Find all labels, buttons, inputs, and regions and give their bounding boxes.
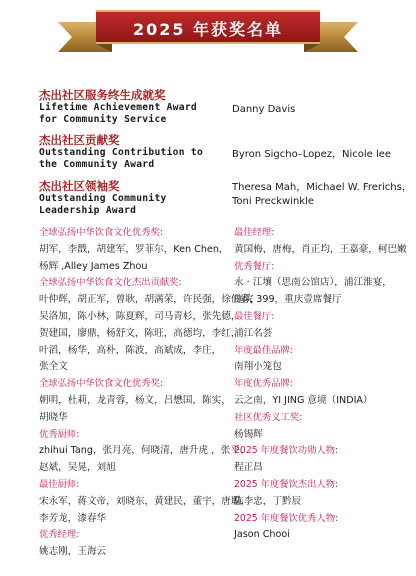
category-label: 优秀餐厅:	[234, 260, 275, 272]
recipient-names: zhihui Tang，张月亮，何晓清，唐升虎 ，张平、	[39, 445, 250, 457]
recipient-names: 永 · 江壤（思南公馆店），浦江淮宴，	[234, 277, 392, 289]
category-label: 最佳餐厅:	[234, 310, 275, 322]
award-title-en: Outstanding Contribution to	[39, 147, 204, 158]
award-recipient: Theresa Mah，Michael W. Frerichs，	[232, 182, 412, 193]
recipient-names: 叶滔，杨华，高朴，陈波，高斌成，李庄，	[39, 344, 222, 356]
page-title: 2025 年获奖名单	[132, 20, 284, 39]
award-recipient: Toni Preckwinkle	[232, 196, 315, 207]
recipient-names: Jason Chooi	[234, 529, 290, 541]
recipient-names: 张全文	[39, 361, 68, 373]
recipient-names: 云之南，YI JING 意境（INDIA）	[234, 394, 373, 406]
recipient-names: 胡军，李戬，胡建军，罗菲尔，Ken Chen，	[39, 243, 229, 255]
award-title-en: Outstanding Community	[39, 193, 167, 204]
category-label: 社区优秀义工奖:	[234, 411, 303, 423]
award-title-en: the Community Award	[39, 159, 155, 170]
recipient-names: 庭院 399，重庆壹席餐厅	[234, 294, 342, 306]
award-title-zh: 杰出社区贡献奖	[39, 133, 120, 147]
award-recipient: Danny Davis	[232, 104, 296, 115]
recipient-names: 叶仲辉，胡正军，曾耿，胡满荣，许民强，徐伯春，	[39, 294, 260, 306]
award-title-en: Leadership Award	[39, 205, 137, 216]
title-banner	[0, 0, 416, 60]
recipient-names: 杨锡辉	[234, 428, 263, 440]
recipient-names: 贺建国，廖鼎，杨舒文，陈旺，高德均，李红，	[39, 327, 241, 339]
recipient-names: 黄国梅，唐梅，肖正均，王嘉豪，柯巴嫩	[234, 243, 407, 255]
category-label: 年度最佳品牌:	[234, 344, 293, 356]
recipient-names: 姚志刚，王海云	[39, 546, 107, 558]
recipient-names: 朝明，杜莉，龙青蓉，杨文，吕懋国，陈实，	[39, 394, 231, 406]
recipient-names: 南翔小笼包	[234, 361, 282, 373]
recipient-names: 浦江名荟	[234, 327, 273, 339]
category-label: 全球弘扬中华饮食文化优秀奖:	[39, 378, 163, 390]
award-title-zh: 杰出社区服务终生成就奖	[39, 88, 166, 102]
category-label: 2025 年度餐饮功勋人物:	[234, 445, 339, 457]
recipient-names: 宋永军，蒋文帝，刘晓东，黄建民，董宇，唐聪，	[39, 495, 251, 507]
category-label: 全球弘扬中华饮食文化优秀奖:	[39, 227, 163, 238]
category-label: 优秀厨师:	[39, 428, 80, 440]
award-recipient: Byron Sigcho–Lopez，Nicole lee	[232, 149, 392, 160]
recipient-names: 胡晓华	[39, 411, 68, 423]
category-label: 优秀经理:	[39, 529, 80, 541]
recipient-names: 李芳龙，漆春华	[39, 512, 107, 524]
category-label: 年度优秀品牌:	[234, 378, 293, 390]
recipient-names: 吴洛加，陈小林，陈夏辉，司马青杉，张先德，	[39, 310, 241, 322]
recipient-names: 程正昌	[234, 462, 263, 474]
awards-list-right	[234, 225, 412, 544]
category-label: 2025 年度餐饮杰出人物:	[234, 478, 339, 490]
award-lifetime-achievement	[39, 88, 197, 126]
recipient-names: 杨辉 ,Alley James Zhou	[39, 260, 148, 272]
award-outstanding-contribution	[39, 133, 203, 171]
award-title-en: for Community Service	[39, 114, 167, 125]
category-label: 全球弘扬中华饮食文化杰出贡献奖:	[39, 277, 182, 289]
category-label: 最佳经理:	[234, 227, 275, 238]
award-title-zh: 杰出社区领袖奖	[39, 179, 120, 193]
award-title-en: Lifetime Achievement Award	[39, 102, 197, 113]
recipient-names: 赵斌，吴晃，刘旭	[39, 462, 116, 474]
recipient-names: 陈李忠，丁黔辰	[234, 495, 302, 507]
category-label: 最佳厨师:	[39, 478, 80, 490]
category-label: 2025 年度餐饮优秀人物:	[234, 512, 339, 524]
award-community-leadership	[39, 179, 167, 217]
